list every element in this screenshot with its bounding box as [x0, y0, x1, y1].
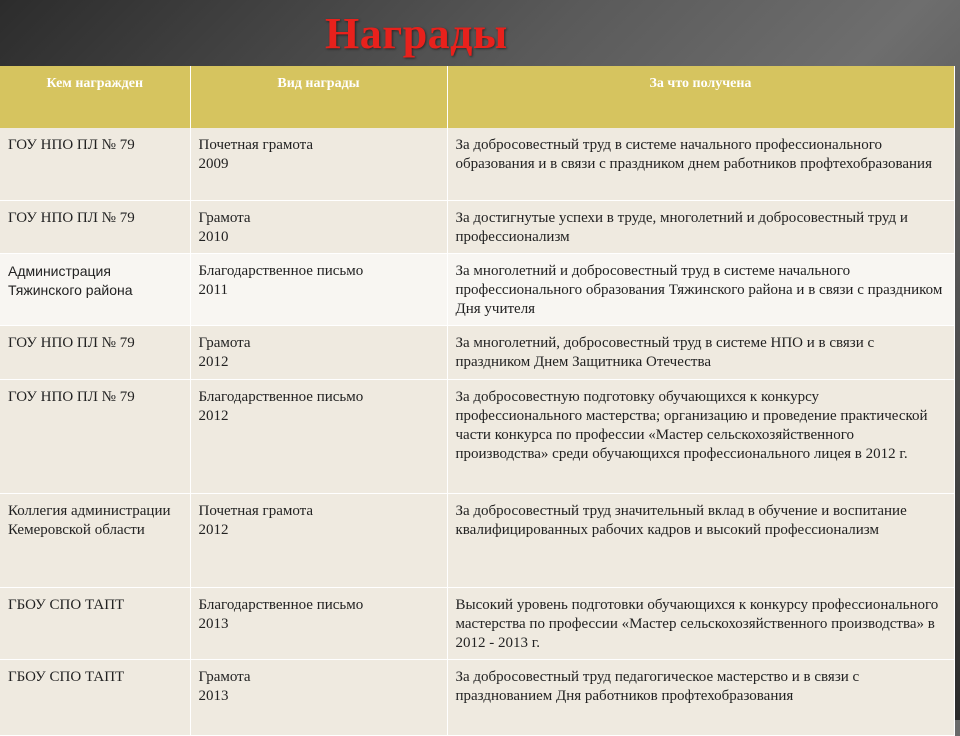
awards-table [0, 66, 955, 736]
award-year: 2011 [198, 281, 228, 298]
cell-who: ГОУ НПО ПЛ № 79 [0, 200, 190, 253]
award-type: Благодарственное письмо [198, 262, 364, 279]
cell-award [190, 128, 447, 200]
cell-award [190, 659, 447, 735]
table-row [0, 200, 954, 253]
table-row [0, 253, 954, 325]
award-type: Благодарственное письмо [198, 596, 364, 613]
cell-reason: За добросовестный труд в системе начального профессионального образования и в связи с праздником днем работников профтехобразования [447, 128, 954, 200]
cell-who: ГОУ НПО ПЛ № 79 [0, 128, 190, 200]
award-type: Почетная грамота [198, 137, 314, 153]
header-who: Кем награжден [0, 66, 190, 128]
cell-reason: Высокий уровень подготовки обучающихся к конкурсу профессионального мастерства по профессии «Мастер сельскохозяйственного производства» в 2012 - 2013 г. [447, 587, 954, 659]
cell-award [190, 325, 447, 379]
cell-reason: За добросовестный труд значительный вклад в обучение и воспитание квалифицированных рабочих кадров и высокий профессионализм [447, 493, 954, 587]
award-year: 2012 [198, 353, 229, 370]
header-reason: За что получена [447, 66, 954, 128]
table-row [0, 325, 954, 379]
cell-who: ГБОУ СПО ТАПТ [0, 659, 190, 735]
cell-who: ГОУ НПО ПЛ № 79 [0, 379, 190, 493]
cell-who: Коллегия администрации Кемеровской области [0, 493, 190, 587]
cell-reason: За достигнутые успехи в труде, многолетний и добросовестный труд и профессионализм [447, 200, 954, 253]
cell-award [190, 253, 447, 325]
cell-award [190, 200, 447, 253]
cell-who: ГБОУ СПО ТАПТ [0, 587, 190, 659]
table-row [0, 659, 954, 735]
cell-award [190, 379, 447, 493]
cell-reason: За многолетний и добросовестный труд в системе начального профессионального образования Тяжинского района и в связи с праздником Дня учителя [447, 253, 954, 325]
cell-reason: За добросовестный труд педагогическое мастерство и в связи с празднованием Дня работников профтехобразования [447, 659, 954, 735]
award-type: Почетная грамота [198, 502, 314, 519]
cell-who: ГОУ НПО ПЛ № 79 [0, 325, 190, 379]
cell-award [190, 587, 447, 659]
award-type: Благодарственное письмо [198, 388, 364, 405]
award-year: 2012 [198, 521, 229, 538]
award-year: 2013 [198, 687, 229, 704]
cell-reason: За добросовестную подготовку обучающихся к конкурсу профессионального мастерства; организацию и проведение практической части конкурса по профессии «Мастер сельскохозяйственного производства» среди обучающихся профессионального лицея в 2012 г. [447, 379, 954, 493]
table-row [0, 493, 954, 587]
award-year: 2012 [198, 407, 229, 424]
table-row [0, 128, 954, 200]
cell-award [190, 493, 447, 587]
page-title: Награды [325, 9, 508, 58]
award-year: 2009 [198, 156, 229, 172]
cell-who: Администрация Тяжинского района [0, 253, 190, 325]
award-type: Грамота [198, 668, 251, 685]
award-year: 2010 [198, 228, 229, 245]
table-row [0, 587, 954, 659]
cell-reason: За многолетний, добросовестный труд в системе НПО и в связи с праздником Днем Защитника Отечества [447, 325, 954, 379]
table-row [0, 379, 954, 493]
header-award: Вид награды [190, 66, 447, 128]
award-year: 2013 [198, 615, 229, 632]
award-type: Грамота [198, 209, 251, 226]
table-header-row [0, 66, 954, 128]
award-type: Грамота [198, 334, 251, 351]
